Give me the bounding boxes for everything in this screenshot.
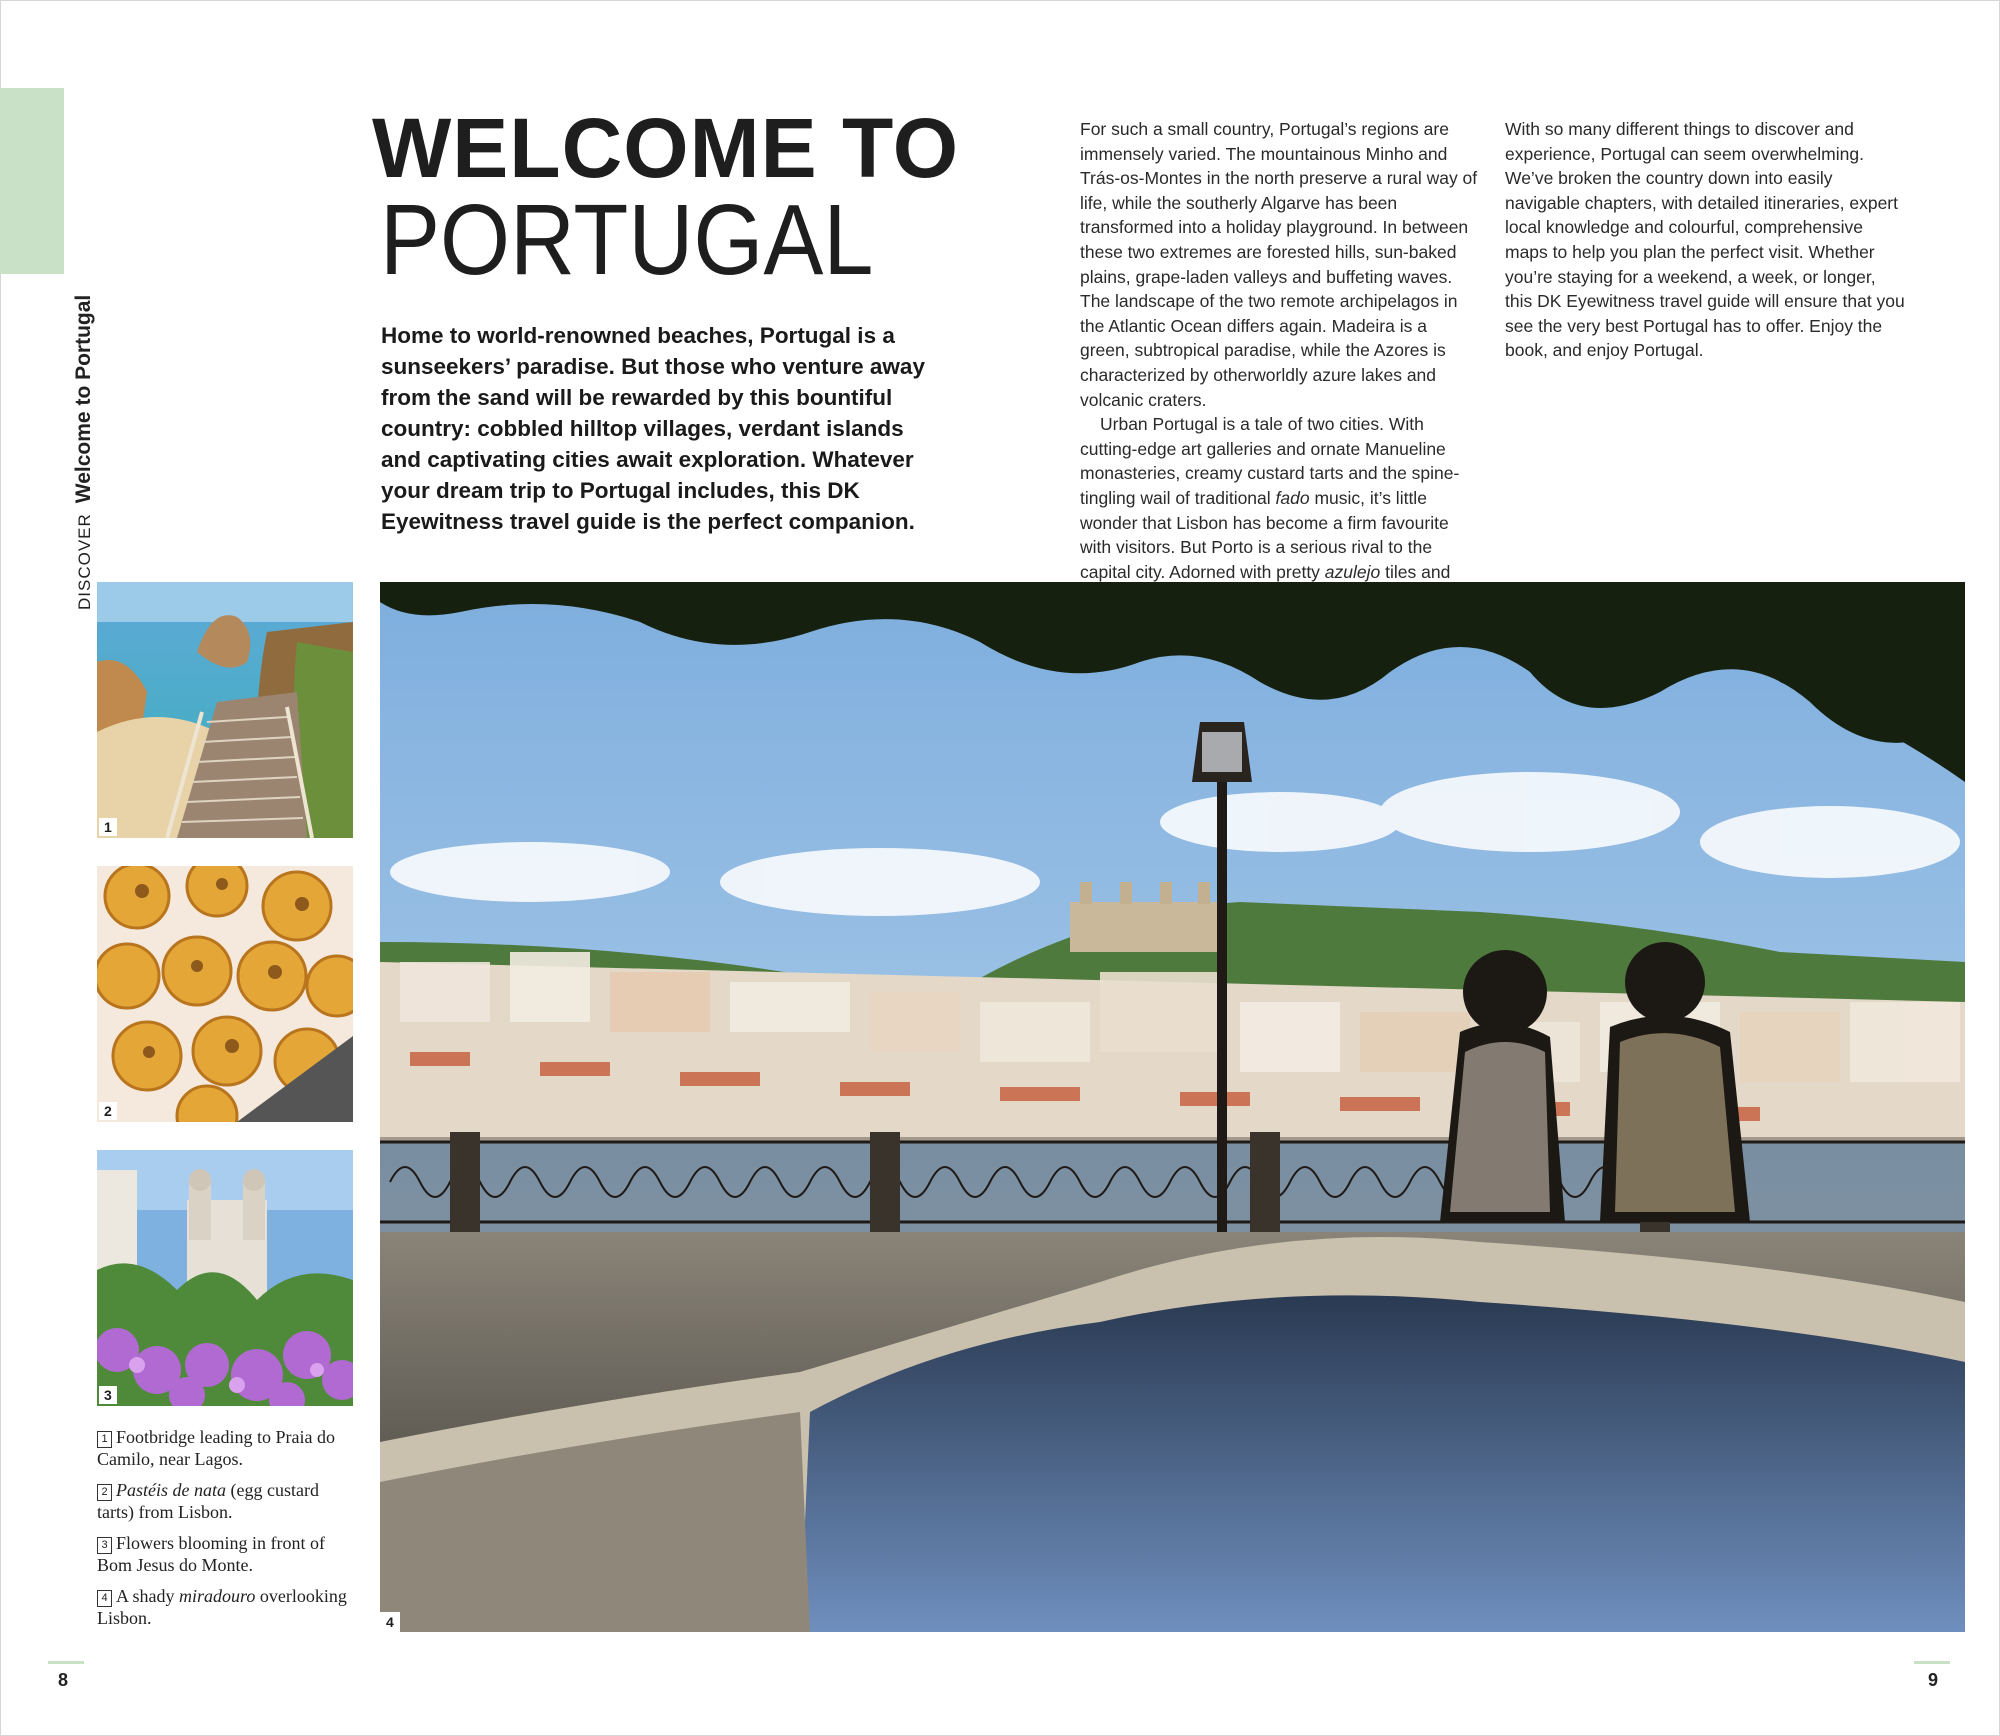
folio-rule-right [1914,1661,1950,1664]
page-title-line2: PORTUGAL [380,184,874,296]
photo-number: 1 [99,818,117,836]
body-paragraph-2: Urban Portugal is a tale of two cities. With cutting-edge art galleries and ornate Manueline monasteries, creamy custard tarts and the spine-tingling wail of traditional fado music, it’s little wonder that Lisbon has become a firm favourite with visitors. But Porto is a serious rival to the capital city. Adorned with pretty azulejo tiles and [1080,414,1460,582]
page-number-right: 9 [1928,1670,1939,1690]
caption-3: 3 Flowers blooming in front of Bom Jesus do Monte. [97,1533,325,1575]
caption-1: 1 Footbridge leading to Praia do Camilo, near Lagos. [97,1427,335,1469]
caption-2: 2 Pastéis de nata (egg custard tarts) from Lisbon. [97,1480,319,1522]
body-column-2 [1505,117,1905,363]
photo-number: 4 [380,1612,400,1632]
running-head [72,295,96,610]
section-tab [0,88,64,274]
folio-rule-left [48,1661,84,1664]
chapter-name: Welcome to Portugal [72,294,95,504]
photo-number: 3 [99,1386,117,1404]
photo-captions [97,1426,357,1638]
body-paragraph-1: For such a small country, Portugal’s regions are immensely varied. The mountainous Minho and Trás-os-Montes in the north preserve a rural way of life, while the southerly Algarve has been transformed into a holiday playground. In between these two extremes are forested hills, sun-baked plains, grape-laden valleys and buffeting waves. The landscape of the two remote archipelagos in the Atlantic Ocean differs again. Madeira is a green, subtropical paradise, while the Azores is characterized by otherworldly azure lakes and volcanic craters. [1080,119,1478,410]
photo-number: 2 [99,1102,117,1120]
photo-footbridge [97,582,353,838]
page-number-left: 8 [58,1670,69,1690]
section-name: DISCOVER [75,513,94,610]
intro-paragraph: Home to world-renowned beaches, Portugal is a sunseekers’ paradise. But those who venture away from the sand will be rewarded by this bountiful country: cobbled hilltop villages, verdant islands and captivating cities await exploration. Whatever your dream trip to Portugal includes, this DK Eyewitness travel guide is the perfect companion. [381,323,925,534]
body-paragraph-3: With so many different things to discover and experience, Portugal can seem overwhelming. We’ve broken the country down into easily navigable chapters, with detailed itineraries, expert local knowledge and colourful, comprehensive maps to help you plan the perfect visit. Whether you’re staying for a weekend, a week, or longer, this DK Eyewitness travel guide will ensure that you see the very best Portugal has to offer. Enjoy the book, and enjoy Portugal. [1505,119,1905,361]
photo-bom-jesus [97,1150,353,1406]
photo-miradouro-lisbon [380,582,1965,1632]
caption-4: 4 A shady miradouro overlooking Lisbon. [97,1586,347,1628]
photo-custard-tarts [97,866,353,1122]
page-title-line1: WELCOME TO [372,101,960,195]
